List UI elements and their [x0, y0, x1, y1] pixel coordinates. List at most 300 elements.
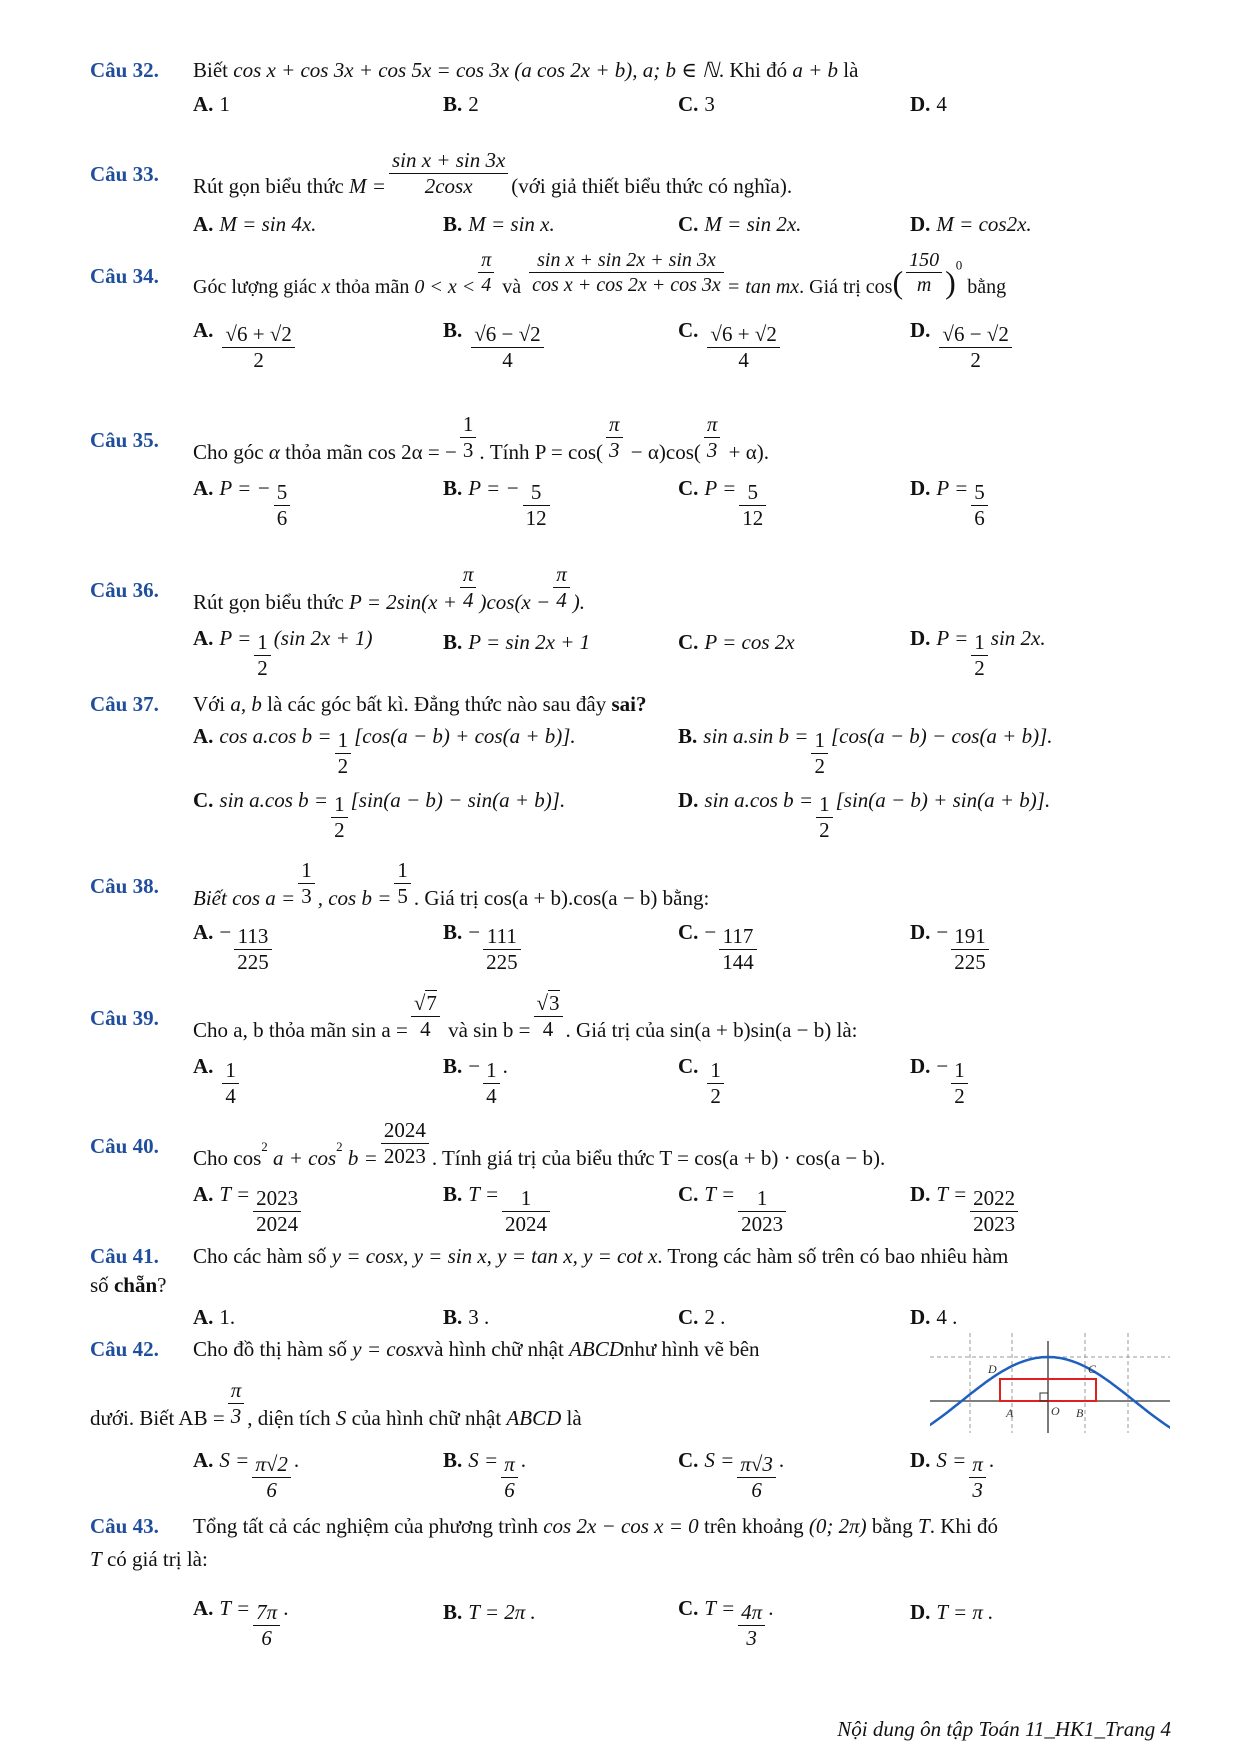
fraction — [970, 1186, 1018, 1237]
option-text: M = sin 4x. — [219, 212, 317, 236]
math-expr: = tan mx — [726, 276, 800, 299]
denominator: 2 — [253, 348, 264, 373]
option-text: [cos(a − b) − cos(a + b)]. — [830, 723, 1053, 748]
option-text: 4 . — [936, 1305, 958, 1329]
fraction — [971, 480, 988, 531]
numerator: 1 — [335, 728, 352, 754]
option-letter: D. — [910, 317, 931, 342]
grid-lines — [930, 1333, 1170, 1433]
option-letter: C. — [678, 212, 699, 236]
option-text: P = — [219, 625, 252, 650]
question-text: , cos b = — [317, 885, 392, 910]
option-text: T = — [936, 1181, 968, 1206]
option-text: T = π . — [936, 1600, 994, 1624]
question-text: ? — [157, 1273, 167, 1297]
numerator: 1 — [394, 858, 411, 884]
question-label: Câu 39. — [90, 1006, 159, 1030]
option-d[interactable] — [910, 1181, 1021, 1237]
option-letter: C. — [678, 1053, 699, 1078]
option-text: [cos(a − b) + cos(a + b)]. — [354, 723, 576, 748]
option-letter: C. — [678, 919, 699, 944]
option-d[interactable] — [910, 92, 947, 117]
period: . — [768, 1595, 774, 1620]
degree-sign: 0 — [955, 257, 963, 273]
numerator: 4π — [738, 1600, 765, 1626]
option-text: 4 — [936, 92, 947, 116]
denominator: 2023 — [741, 1212, 784, 1237]
numerator: √6 + √2 — [222, 322, 294, 348]
option-c[interactable] — [678, 919, 760, 975]
fraction — [471, 322, 543, 373]
question-text: trên khoảng — [698, 1514, 809, 1538]
numerator: 1 — [331, 792, 348, 818]
option-letter: A. — [193, 625, 214, 650]
denominator: 6 — [261, 1626, 272, 1651]
denominator: 2 — [257, 656, 268, 681]
option-letter: B. — [443, 317, 463, 342]
question-label: Câu 41. — [90, 1244, 159, 1268]
denominator: 2023 — [383, 1144, 426, 1169]
fraction — [478, 248, 494, 297]
question-text: và sin b = — [442, 1018, 531, 1042]
option-c[interactable] — [678, 475, 769, 531]
denominator: 4 — [542, 1017, 554, 1042]
question-text: Biết cos a = — [193, 885, 296, 910]
question-text: Tổng tất cả các nghiệm của phương trình — [193, 1514, 544, 1538]
option-letter: B. — [443, 1053, 463, 1078]
option-letter: A. — [193, 212, 214, 236]
numerator: √6 − √2 — [939, 322, 1011, 348]
option-letter: D. — [910, 1600, 931, 1624]
option-text: 2 — [468, 92, 479, 116]
option-letter: D. — [910, 475, 931, 500]
option-b[interactable] — [443, 92, 479, 117]
option-a[interactable] — [193, 212, 316, 237]
fraction — [253, 1600, 280, 1651]
option-letter: C. — [678, 92, 699, 116]
fraction — [298, 858, 315, 909]
fraction — [811, 728, 828, 779]
option-letter: B. — [678, 723, 698, 748]
numerator: 1 — [738, 1186, 786, 1212]
numerator: 1 — [460, 412, 477, 438]
radicand: 3 — [549, 991, 560, 1015]
option-c[interactable] — [678, 212, 801, 237]
math-expr: y = cosx, y = sin x, y = tan x, y = cot x — [331, 1244, 658, 1268]
option-d[interactable] — [910, 1305, 957, 1330]
question-text: là — [838, 58, 859, 82]
option-text: cos a.cos b = — [219, 723, 332, 748]
numerator: 113 — [234, 924, 272, 950]
period: . — [778, 1447, 785, 1472]
option-letter: B. — [443, 212, 463, 236]
option-letter: B. — [443, 475, 463, 500]
fraction — [483, 924, 521, 975]
option-c[interactable] — [678, 1053, 727, 1109]
denominator: 3 — [746, 1626, 757, 1651]
math-expr: α — [268, 439, 280, 464]
option-text: M = sin 2x. — [704, 212, 802, 236]
numerator: π√2 — [252, 1452, 291, 1478]
fraction — [707, 1058, 724, 1109]
question-label: Câu 34. — [90, 264, 159, 288]
numerator: 117 — [719, 924, 757, 950]
option-text: P = — [936, 625, 969, 650]
fraction — [411, 990, 440, 1042]
denominator: 3 — [301, 884, 312, 909]
fraction — [606, 412, 623, 463]
question-label: Câu 33. — [90, 162, 159, 186]
fraction — [951, 1058, 968, 1109]
question-text: . Giá trị cos(a + b).cos(a − b) bằng: — [413, 885, 710, 910]
fraction — [534, 990, 563, 1042]
option-d[interactable] — [910, 1053, 971, 1109]
fraction — [234, 924, 272, 975]
option-b[interactable] — [443, 1181, 553, 1237]
label-b: B — [1076, 1406, 1084, 1420]
question-text: là các góc bất kì. Đẳng thức nào sau đây — [261, 692, 612, 716]
paren-open: ( — [892, 264, 904, 301]
fraction — [274, 480, 291, 531]
denominator: 4 — [225, 1084, 236, 1109]
question-text: . Tính P = cos( — [479, 439, 604, 464]
option-text: P = — [936, 475, 969, 500]
question-text: Góc lượng giác — [193, 276, 322, 299]
label-d: D — [988, 1362, 997, 1376]
numerator: π — [460, 562, 477, 588]
option-a[interactable] — [193, 92, 230, 117]
question-text — [90, 1378, 582, 1429]
period: . — [293, 1447, 300, 1472]
numerator: 1 — [811, 728, 828, 754]
option-b[interactable] — [443, 919, 524, 975]
option-b[interactable] — [443, 1305, 489, 1330]
option-text: (sin 2x + 1) — [273, 625, 373, 650]
numerator: π — [228, 1378, 245, 1404]
option-text: [sin(a − b) + sin(a + b)]. — [835, 787, 1051, 812]
math-expr: M = — [349, 173, 386, 198]
question-text: có giá trị là: — [101, 1547, 208, 1571]
option-d[interactable] — [910, 475, 991, 531]
option-a[interactable] — [193, 919, 275, 975]
denominator: 225 — [954, 950, 986, 975]
cosine-graph-figure — [930, 1333, 1170, 1433]
option-b[interactable] — [443, 1053, 508, 1109]
option-text: sin a.cos b = — [219, 787, 329, 812]
question-text: . Trong các hàm số trên có bao nhiêu hàm — [657, 1244, 1009, 1268]
option-b[interactable] — [443, 1447, 526, 1503]
denominator: 4 — [556, 588, 567, 613]
option-text: 2 . — [704, 1305, 726, 1329]
option-letter: B. — [443, 1305, 463, 1329]
option-letter: A. — [193, 919, 214, 944]
question-text: + α). — [723, 439, 769, 464]
option-text: M = sin x. — [468, 212, 555, 236]
exponent: 2 — [336, 1138, 343, 1154]
option-a[interactable] — [193, 475, 293, 531]
option-text: T = 2π . — [468, 1600, 536, 1624]
denominator: 3 — [230, 1404, 242, 1429]
option-d[interactable] — [910, 212, 1032, 237]
question-text: Rút gọn biểu thức — [193, 589, 350, 614]
option-letter: C. — [678, 630, 699, 654]
option-letter: C. — [678, 1305, 699, 1329]
option-text: T = — [468, 1181, 499, 1206]
option-text: P = − — [219, 475, 271, 500]
minus-sign: − — [219, 919, 232, 944]
label-a: A — [1006, 1406, 1014, 1420]
option-letter: A. — [193, 1447, 214, 1472]
option-d[interactable] — [678, 787, 1051, 843]
denominator: 2 — [970, 348, 981, 373]
option-d[interactable] — [910, 1600, 993, 1625]
numerator: 111 — [483, 924, 521, 950]
numerator: 1 — [951, 1058, 968, 1084]
paren-close: ) — [945, 264, 956, 301]
denominator: 6 — [504, 1478, 515, 1503]
period: . — [520, 1447, 526, 1472]
question-text: . Giá trị cos — [799, 276, 893, 299]
option-a[interactable] — [193, 317, 298, 373]
denominator: 2023 — [973, 1212, 1016, 1237]
denominator: 2 — [819, 818, 830, 843]
option-b[interactable] — [443, 475, 553, 531]
period: . — [502, 1053, 508, 1078]
option-d[interactable] — [910, 317, 1015, 373]
minus-sign: − — [936, 1053, 949, 1078]
math-expr: T — [90, 1547, 102, 1571]
minus-sign: − — [468, 919, 481, 944]
denominator: 2 — [710, 1084, 721, 1109]
question-label: Câu 37. — [90, 692, 159, 716]
option-a[interactable] — [193, 1053, 242, 1109]
denominator: 4 — [462, 588, 474, 613]
question-text: , diện tích — [247, 1405, 336, 1430]
math-expr: cos 2x − cos x = 0 — [543, 1514, 699, 1538]
option-letter: C. — [678, 475, 699, 500]
numerator: 5 — [523, 480, 550, 506]
option-c[interactable] — [193, 787, 566, 843]
option-c[interactable] — [678, 1595, 774, 1651]
math-expr: x — [321, 276, 331, 299]
numerator: √6 + √2 — [707, 322, 779, 348]
fraction — [254, 630, 271, 681]
denominator: 3 — [706, 438, 718, 463]
option-letter: B. — [443, 1600, 463, 1624]
question-text: Cho đồ thị hàm số — [193, 1337, 353, 1361]
option-c[interactable] — [678, 317, 783, 373]
denominator: 2 — [337, 754, 349, 779]
numerator: 2022 — [970, 1186, 1018, 1212]
label-o: O — [1051, 1404, 1060, 1418]
option-letter: A. — [193, 1053, 214, 1078]
numerator: π√3 — [737, 1452, 776, 1478]
numerator: 191 — [951, 924, 989, 950]
question-text: dưới. Biết AB = — [90, 1405, 225, 1430]
math-expr: S — [335, 1405, 347, 1430]
question-text: số — [90, 1273, 114, 1297]
cosine-curve — [930, 1357, 1170, 1432]
fraction — [707, 322, 779, 373]
numerator: 5 — [274, 480, 291, 506]
option-a[interactable] — [193, 1181, 304, 1237]
option-letter: D. — [910, 919, 931, 944]
option-b[interactable] — [443, 212, 555, 237]
question-text: (với giả thiết biểu thức có nghĩa). — [511, 173, 793, 198]
exponent: 2 — [261, 1138, 268, 1154]
math-expr: 0 < x < — [414, 276, 476, 299]
numerator: 2023 — [253, 1186, 301, 1212]
option-a[interactable] — [193, 1447, 300, 1503]
option-b[interactable] — [443, 630, 590, 655]
option-text: P = cos 2x — [704, 630, 795, 654]
numerator: sin x + sin 2x + sin 3x — [529, 248, 724, 273]
option-b[interactable] — [443, 1600, 536, 1625]
fraction — [394, 858, 411, 909]
denominator: 5 — [397, 884, 408, 909]
denominator: 225 — [237, 950, 269, 975]
option-letter: D. — [910, 212, 931, 236]
fraction — [222, 322, 294, 373]
option-a[interactable] — [193, 625, 373, 681]
option-a[interactable] — [193, 1305, 235, 1330]
question-text: Với — [193, 692, 231, 716]
option-letter: C. — [193, 787, 214, 812]
numerator: 5 — [739, 480, 766, 506]
denominator: 12 — [525, 506, 547, 531]
math-expr: a, b — [230, 692, 262, 716]
numerator: 150 — [906, 248, 942, 273]
fraction — [737, 1452, 776, 1503]
option-letter: B. — [443, 1181, 463, 1206]
option-letter: D. — [910, 1181, 931, 1206]
math-expr: a + cos — [267, 1145, 337, 1170]
label-c: C — [1088, 1362, 1097, 1376]
option-letter: A. — [193, 723, 214, 748]
math-expr: )cos(x − — [479, 589, 551, 614]
fraction — [253, 1186, 301, 1237]
option-text: sin a.sin b = — [703, 723, 809, 748]
math-expr: ABCD — [569, 1337, 624, 1361]
denominator: 6 — [276, 506, 288, 531]
question-text: thỏa mãn cos 2α = − — [279, 439, 457, 464]
denominator: 4 — [420, 1017, 431, 1042]
denominator: 2 — [814, 754, 825, 779]
emphasis-text: chẵn — [113, 1273, 158, 1297]
question-text: là — [561, 1405, 582, 1430]
denominator: 6 — [751, 1478, 762, 1503]
option-a[interactable] — [193, 723, 576, 779]
denominator: 2024 — [256, 1212, 299, 1237]
fraction — [704, 412, 721, 463]
question-text: . Khi đó — [929, 1514, 998, 1538]
question-text: . Khi đó — [718, 58, 793, 82]
math-expr: ). — [572, 589, 585, 614]
option-letter: A. — [193, 475, 214, 500]
question-text: và — [497, 276, 527, 299]
option-b[interactable] — [443, 317, 547, 373]
denominator: 2 — [334, 818, 345, 843]
emphasis-text: sai? — [611, 692, 647, 716]
option-letter: D. — [910, 625, 931, 650]
numerator: 2024 — [381, 1118, 429, 1144]
option-a[interactable] — [193, 1595, 289, 1651]
option-text: T = — [704, 1595, 736, 1620]
numerator: 1 — [816, 792, 833, 818]
question-text: thỏa mãn — [330, 276, 415, 299]
fraction — [523, 480, 550, 531]
numerator: 1 — [298, 858, 315, 884]
fraction — [335, 728, 352, 779]
option-text: M = cos2x. — [936, 212, 1032, 236]
option-letter: D. — [910, 92, 931, 116]
question-text: Cho góc — [193, 439, 269, 464]
denominator: 2024 — [505, 1212, 547, 1237]
question-label: Câu 35. — [90, 428, 159, 452]
numerator: 1 — [254, 630, 271, 656]
denominator: cos x + cos 2x + cos 3x — [532, 274, 721, 296]
math-expr: P = 2sin(x + — [349, 589, 457, 614]
question-label: Câu 43. — [90, 1514, 159, 1538]
option-c[interactable] — [678, 1305, 725, 1330]
denominator: 4 — [486, 1084, 497, 1109]
denominator: 2 — [974, 656, 985, 681]
question-text: Cho a, b thỏa mãn sin a = — [193, 1018, 408, 1042]
question-text: Cho cos — [193, 1145, 262, 1170]
option-d[interactable] — [910, 919, 992, 975]
option-text: 3 . — [468, 1305, 490, 1329]
option-c[interactable] — [678, 92, 715, 117]
numerator: π — [969, 1452, 986, 1478]
question-text: − α)cos( — [625, 439, 701, 464]
option-d[interactable] — [910, 1447, 995, 1503]
question-text: bằng — [962, 276, 1007, 299]
denominator: 225 — [486, 950, 518, 975]
math-expr: cos x + cos 3x + cos 5x = cos 3x (a cos 2x + b), a; b ∈ ℕ — [233, 58, 719, 82]
option-letter: B. — [443, 919, 463, 944]
fraction — [222, 1058, 239, 1109]
math-expr: (0; 2π) — [808, 1514, 867, 1538]
option-d[interactable] — [910, 625, 1046, 681]
denominator: 4 — [481, 274, 492, 296]
math-expr: T — [918, 1514, 930, 1538]
option-c[interactable] — [678, 1447, 785, 1503]
option-text: P = − — [468, 475, 520, 500]
option-b[interactable] — [678, 723, 1053, 779]
fraction — [483, 1058, 500, 1109]
question-text: Biết — [193, 58, 234, 82]
numerator: π — [704, 412, 721, 438]
option-letter: D. — [910, 1447, 931, 1472]
question-text: Cho các hàm số — [193, 1244, 332, 1268]
numerator: π — [478, 248, 494, 273]
question-text — [90, 1547, 208, 1572]
math-expr: ABCD — [506, 1405, 562, 1430]
numerator: π — [553, 562, 570, 588]
option-c[interactable] — [678, 630, 795, 655]
option-c[interactable] — [678, 1181, 789, 1237]
question-text: bằng — [866, 1514, 918, 1538]
option-text: sin 2x. — [990, 625, 1046, 650]
option-letter: A. — [193, 1595, 214, 1620]
option-text: S = — [219, 1447, 250, 1472]
fraction — [969, 1452, 986, 1503]
numerator: √6 − √2 — [471, 322, 543, 348]
fraction — [252, 1452, 291, 1503]
fraction — [951, 924, 989, 975]
denominator: 4 — [738, 348, 749, 373]
option-letter: D. — [910, 1053, 931, 1078]
